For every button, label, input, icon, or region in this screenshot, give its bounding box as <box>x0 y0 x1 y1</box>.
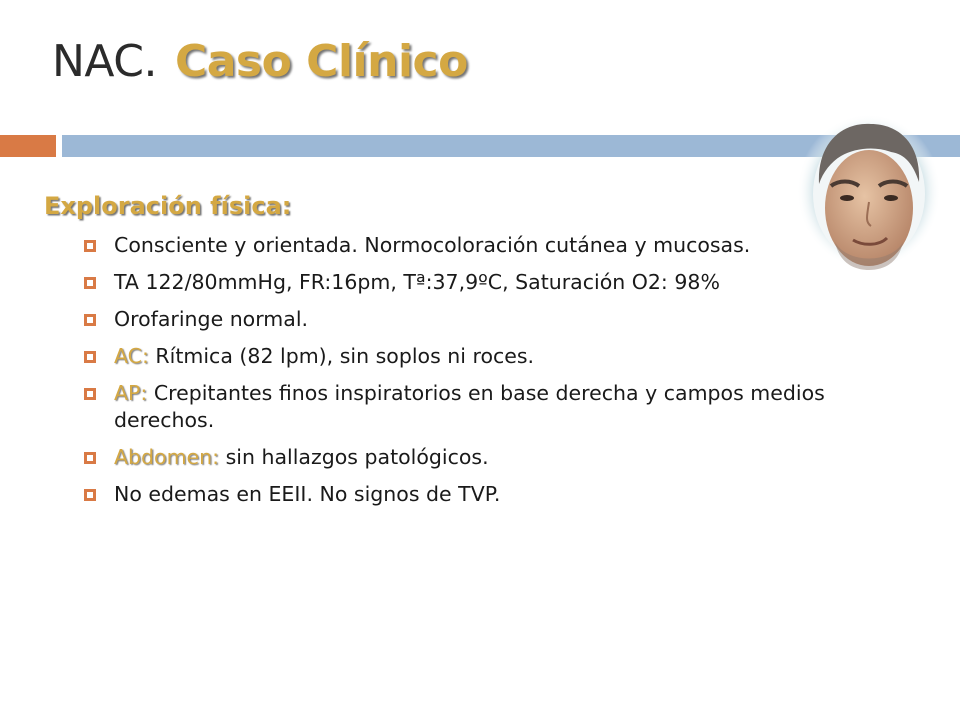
list-item <box>82 269 882 296</box>
list-item <box>82 444 882 471</box>
section-heading: Exploración física: <box>44 192 292 220</box>
list-item-text: TA 122/80mmHg, FR:16pm, Tª:37,9ºC, Saturación O2: 98% <box>114 270 720 294</box>
list-item-text: Consciente y orientada. Normocoloración cutánea y mucosas. <box>114 233 751 257</box>
square-bullet-icon <box>84 351 96 363</box>
list-item-text: sin hallazgos patológicos. <box>219 445 489 469</box>
square-bullet-icon <box>84 240 96 252</box>
slide-title <box>52 36 468 87</box>
list-item <box>82 481 882 508</box>
list-item-text: Crepitantes finos inspiratorios en base derecha y campos medios derechos. <box>114 381 825 432</box>
square-bullet-icon <box>84 277 96 289</box>
slide-title-main: NAC. <box>52 36 157 87</box>
slide-title-accent: Caso Clínico <box>174 36 468 87</box>
list-item <box>82 380 882 434</box>
list-item <box>82 232 882 259</box>
square-bullet-icon <box>84 314 96 326</box>
square-bullet-icon <box>84 452 96 464</box>
findings-list <box>82 232 882 518</box>
list-item <box>82 306 882 333</box>
header-bar-accent <box>0 135 56 157</box>
list-item-text: Orofaringe normal. <box>114 307 309 331</box>
square-bullet-icon <box>84 388 96 400</box>
list-item-label: AP: <box>114 381 148 405</box>
list-item-label: Abdomen: <box>114 445 220 469</box>
list-item <box>82 343 882 370</box>
list-item-label: AC: <box>114 344 149 368</box>
list-item-text: Rítmica (82 lpm), sin soplos ni roces. <box>148 344 535 368</box>
list-item-text: No edemas en EEII. No signos de TVP. <box>114 482 501 506</box>
square-bullet-icon <box>84 489 96 501</box>
